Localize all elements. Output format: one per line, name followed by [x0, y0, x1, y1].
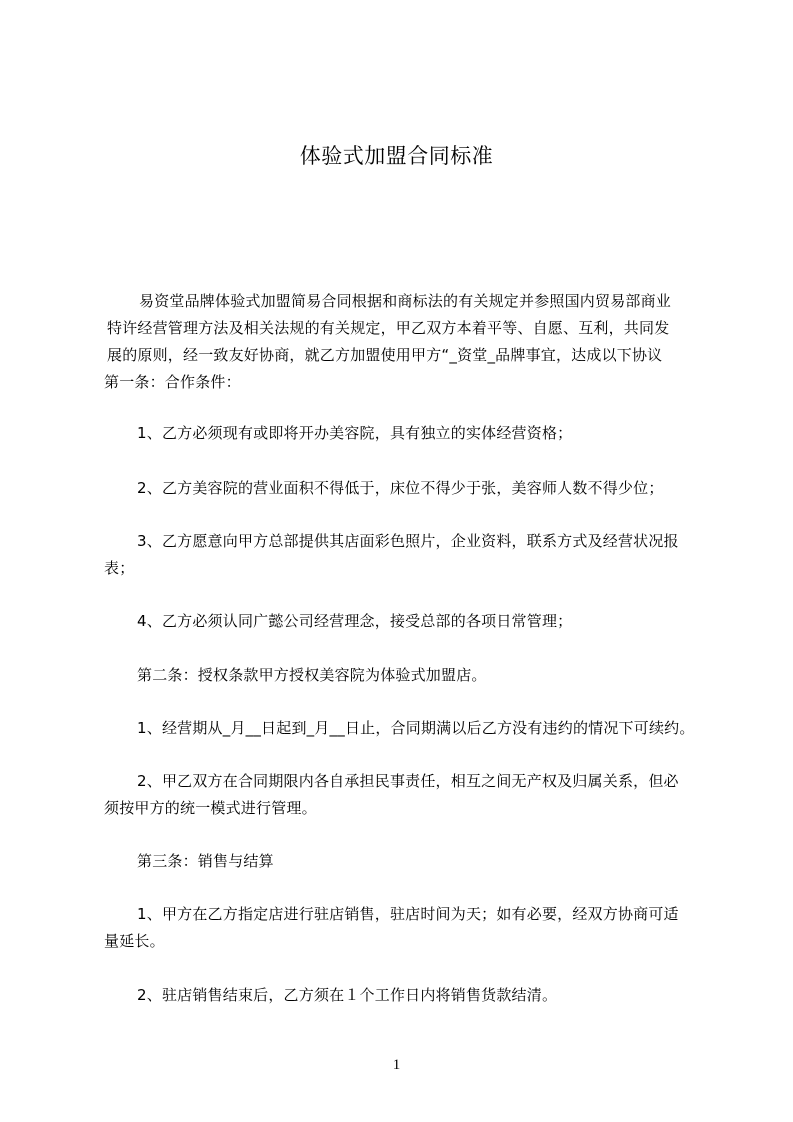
- list-item: 1、乙方必须现有或即将开办美容院，具有独立的实体经营资格；: [137, 424, 573, 442]
- article-heading: 第二条：授权条款甲方授权美容院为体验式加盟店。: [137, 666, 487, 684]
- list-item-continuation: 须按甲方的统一模式进行管理。: [104, 799, 317, 817]
- paragraph-line: 易资堂品牌体验式加盟简易合同根据和商标法的有关规定并参照国内贸易部商业: [139, 292, 672, 310]
- article-heading: 第三条：销售与结算: [137, 852, 274, 870]
- list-item: 2、驻店销售结束后，乙方须在１个工作日内将销售货款结清。: [137, 986, 558, 1004]
- list-item-continuation: 量延长。: [104, 932, 165, 950]
- list-item-continuation: 表；: [104, 559, 135, 577]
- list-item: 4、乙方必须认同广懿公司经营理念，接受总部的各项日常管理；: [137, 612, 573, 630]
- paragraph-line: 特许经营管理方法及相关法规的有关规定，甲乙双方本着平等、自愿、互利，共同发: [107, 319, 670, 337]
- list-item: 1、甲方在乙方指定店进行驻店销售，驻店时间为天；如有必要，经双方协商可适: [137, 905, 679, 923]
- list-item: 1、经营期从_月__日起到_月__日止，合同期满以后乙方没有违约的情况下可续约。: [137, 719, 695, 737]
- page-number: 1: [392, 1057, 401, 1073]
- paragraph-line: 展的原则，经一致友好协商，就乙方加盟使用甲方“_资堂_品牌事宜，达成以下协议: [107, 346, 663, 364]
- list-item: 2、甲乙双方在合同期限内各自承担民事责任，相互之间无产权及归属关系，但必: [137, 772, 679, 790]
- document-title: 体验式加盟合同标准: [299, 144, 494, 168]
- article-heading: 第一条：合作条件：: [104, 373, 241, 391]
- list-item: 2、乙方美容院的营业面积不得低于，床位不得少于张，美容师人数不得少位；: [137, 479, 664, 497]
- list-item: 3、乙方愿意向甲方总部提供其店面彩色照片，企业资料，联系方式及经营状况报: [137, 532, 679, 550]
